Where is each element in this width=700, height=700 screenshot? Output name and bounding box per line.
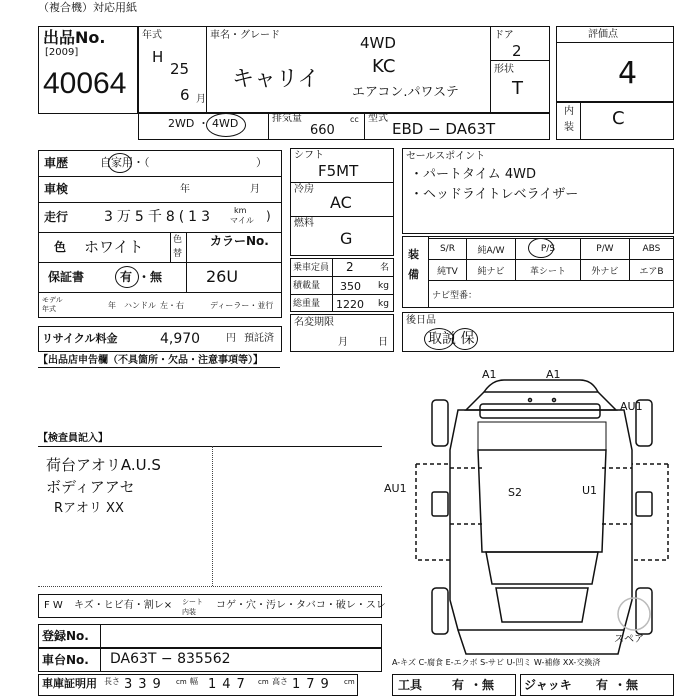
- history-label: 車歴: [44, 156, 69, 170]
- sheet-title: （複合機）対応用紙: [38, 1, 137, 14]
- fw-label: F W: [44, 600, 63, 611]
- warranty-label: 保証書: [48, 270, 85, 284]
- door-value: 2: [512, 42, 522, 60]
- model-year-year: 年: [108, 301, 116, 310]
- door-label: ドア: [494, 30, 514, 41]
- year-num: 25: [170, 60, 190, 78]
- color-label: 色: [54, 240, 67, 254]
- circle-mark: [108, 153, 132, 173]
- equip-abs: ABS: [629, 239, 673, 260]
- capacity-value: 2: [346, 260, 354, 274]
- car-diagram: [392, 364, 692, 664]
- year-month: 6: [180, 86, 190, 104]
- dims-width-unit: cm: [258, 678, 269, 686]
- evaluation-label: 評価点: [588, 29, 618, 40]
- tools-label: 工具: [398, 678, 423, 692]
- name-change-label: 名変期限: [294, 317, 334, 328]
- fw-seat-2: 内装: [182, 608, 196, 616]
- lot-number-box: [38, 26, 138, 114]
- model-year-l2: 年式: [42, 305, 56, 313]
- inspection-label: 車検: [44, 182, 69, 196]
- equip-aw: 純A/W: [466, 239, 515, 260]
- mileage-unit-mile: マイル: [230, 216, 254, 225]
- mark-a1-right: A1: [546, 368, 561, 381]
- history-value: 自家用・（: [100, 156, 150, 169]
- ac-value: AC: [330, 193, 352, 212]
- shift-label: シフト: [294, 150, 324, 161]
- model-type-value: EBD − DA63T: [392, 120, 496, 138]
- color-sub1: 色: [173, 235, 183, 245]
- dims-height: 179: [292, 677, 335, 692]
- declaration-label: 【出品店申告欄（不具箇所・欠品・注意事項等）】: [38, 355, 263, 366]
- model-year-lr: 左・右: [160, 301, 184, 310]
- recycle-label: リサイクル料金: [42, 332, 118, 345]
- model-grade: KC: [372, 56, 396, 77]
- tools-yes: 有: [452, 678, 465, 692]
- chassis-label: 車台No.: [42, 653, 89, 667]
- equip-navi: 純ナビ: [466, 260, 515, 281]
- circle-mark: [452, 328, 478, 350]
- model-type-label: 型式: [368, 113, 388, 124]
- mileage-suffix: ): [266, 209, 271, 223]
- displacement-unit: cc: [350, 115, 359, 124]
- fuel-value: G: [340, 229, 353, 248]
- capacity-unit: 名: [380, 263, 390, 273]
- registration-row: [38, 624, 382, 648]
- jack-label: ジャッキ: [524, 678, 572, 692]
- sales-points-label: セールスポイント: [406, 151, 486, 162]
- color-value: ホワイト: [84, 238, 144, 256]
- lot-year: [2009]: [45, 47, 79, 58]
- fw-items: キズ・ヒビ有・割レ×: [74, 600, 173, 611]
- mark-s2: S2: [508, 486, 522, 499]
- equipment-label-2: 備: [408, 268, 419, 281]
- load-label: 積載量: [293, 281, 321, 291]
- dims-length-unit: cm: [176, 678, 187, 686]
- interior-label-2: 装: [564, 122, 574, 133]
- tools-no: ・無: [470, 678, 495, 692]
- lot-label: 出品No.: [43, 28, 106, 47]
- model-grade-label: 車名・グレード: [210, 30, 280, 41]
- jack-yes: 有: [596, 678, 609, 692]
- later-items-value: 取説 保: [428, 331, 475, 347]
- displacement-label: 排気量: [272, 113, 302, 124]
- warranty-yes: 有: [120, 270, 133, 284]
- dims-height-unit: cm: [344, 678, 355, 686]
- color-no-label: カラーNo.: [210, 234, 269, 248]
- model-year-handle: ハンドル: [124, 301, 156, 310]
- recycle-note: 預託済: [244, 333, 274, 344]
- fw-seat-1: シート: [182, 598, 203, 606]
- later-items-label: 後日品: [406, 315, 436, 326]
- damage-legend: A-キズ C-腐食 E-エクボ S-サビ U-凹ミ W-補修 XX-交換済: [392, 658, 601, 667]
- dims-width: 147: [208, 677, 251, 692]
- shift-value: F5MT: [318, 162, 359, 180]
- inspector-label: 【検査員記入】: [38, 433, 108, 444]
- shape-label: 形状: [494, 64, 514, 75]
- model-year-l1: モデル: [42, 296, 63, 304]
- jack-no: ・無: [614, 678, 639, 692]
- gross-value: 1220: [336, 298, 364, 311]
- model-drive: 4WD: [360, 34, 396, 52]
- equip-airbag: エアB: [629, 260, 673, 281]
- mark-au1-right: AU1: [620, 400, 643, 413]
- model-name: キャリイ: [232, 67, 320, 92]
- equip-pw: P/W: [580, 239, 629, 260]
- inspection-year: 年: [180, 184, 190, 195]
- displacement-value: 660: [310, 123, 335, 138]
- drive-2wd: 2WD: [168, 117, 195, 130]
- interior-label-1: 内: [564, 106, 574, 117]
- spare-tire-icon: [618, 598, 650, 630]
- mileage-value: 3万5千8(13: [104, 209, 214, 225]
- dims-label: 車庫証明用: [42, 677, 97, 690]
- color-no-value: 26U: [206, 267, 239, 286]
- warranty-no: ・無: [138, 270, 163, 284]
- shape-value: T: [512, 78, 523, 99]
- fuel-label: 燃料: [294, 218, 314, 229]
- circle-mark: [528, 238, 554, 258]
- dims-length: 339: [124, 677, 167, 692]
- inspection-month: 月: [250, 184, 260, 195]
- color-sub2: 替: [173, 249, 183, 259]
- sales-point-2: ・ヘッドライトレベライザー: [410, 187, 579, 202]
- drive-4wd: 4WD: [212, 117, 239, 130]
- equip-ps: P/S: [516, 239, 581, 260]
- recycle-value: 4,970: [160, 331, 201, 347]
- navi-model: ナビ型番：: [432, 291, 478, 301]
- mileage-label: 走行: [44, 210, 69, 224]
- lot-number: 40064: [43, 67, 127, 100]
- dims-length-label: 長さ: [104, 677, 120, 686]
- inspector-line-2: ボディアアセ: [46, 478, 135, 496]
- name-change-day: 日: [378, 337, 388, 348]
- gross-label: 総重量: [293, 299, 321, 309]
- circle-mark: [115, 266, 139, 288]
- recycle-unit: 円: [226, 333, 236, 344]
- equipment-label-1: 装: [408, 248, 419, 261]
- chassis-value: DA63T − 835562: [110, 651, 231, 667]
- gross-unit: kg: [378, 299, 389, 309]
- drive-sep: ・: [198, 117, 209, 130]
- sales-point-1: ・パートタイム 4WD: [410, 167, 537, 182]
- model-year-dealer: ディーラー・並行: [210, 301, 274, 310]
- equip-tv: 純TV: [429, 260, 467, 281]
- name-change-month: 月: [338, 337, 348, 348]
- fw-seat-items: コゲ・穴・汚レ・タバコ・破レ・スレ: [216, 600, 386, 611]
- mileage-unit-km: km: [234, 206, 247, 215]
- history-close: ）: [256, 156, 267, 169]
- model-options: エアコン.パワステ: [352, 85, 459, 100]
- registration-label: 登録No.: [42, 629, 89, 643]
- mark-au1-left: AU1: [384, 482, 407, 495]
- inspector-line-1: 荷台アオリA.U.S: [46, 456, 161, 474]
- dims-width-label: 幅: [190, 677, 198, 686]
- mark-u1: U1: [582, 484, 598, 497]
- capacity-label: 乗車定員: [293, 263, 330, 273]
- inspector-line-3: Rアオリ XX: [54, 501, 124, 516]
- ac-label: 冷房: [294, 184, 314, 195]
- equip-ext-navi: 外ナビ: [580, 260, 629, 281]
- spare-label: スペア: [614, 634, 644, 645]
- load-unit: kg: [378, 281, 389, 291]
- mark-a1-left: A1: [482, 368, 497, 381]
- equip-leather: 革シート: [516, 260, 581, 281]
- circle-mark: [206, 113, 246, 137]
- equip-sr: S/R: [429, 239, 467, 260]
- circle-mark: [424, 328, 454, 350]
- evaluation-value: 4: [618, 56, 638, 91]
- dims-height-label: 高さ: [272, 677, 288, 686]
- interior-value: C: [612, 108, 625, 129]
- year-unit: 月: [196, 94, 206, 105]
- load-value: 350: [340, 280, 361, 293]
- year-era: H: [152, 48, 164, 66]
- year-label: 年式: [142, 30, 162, 41]
